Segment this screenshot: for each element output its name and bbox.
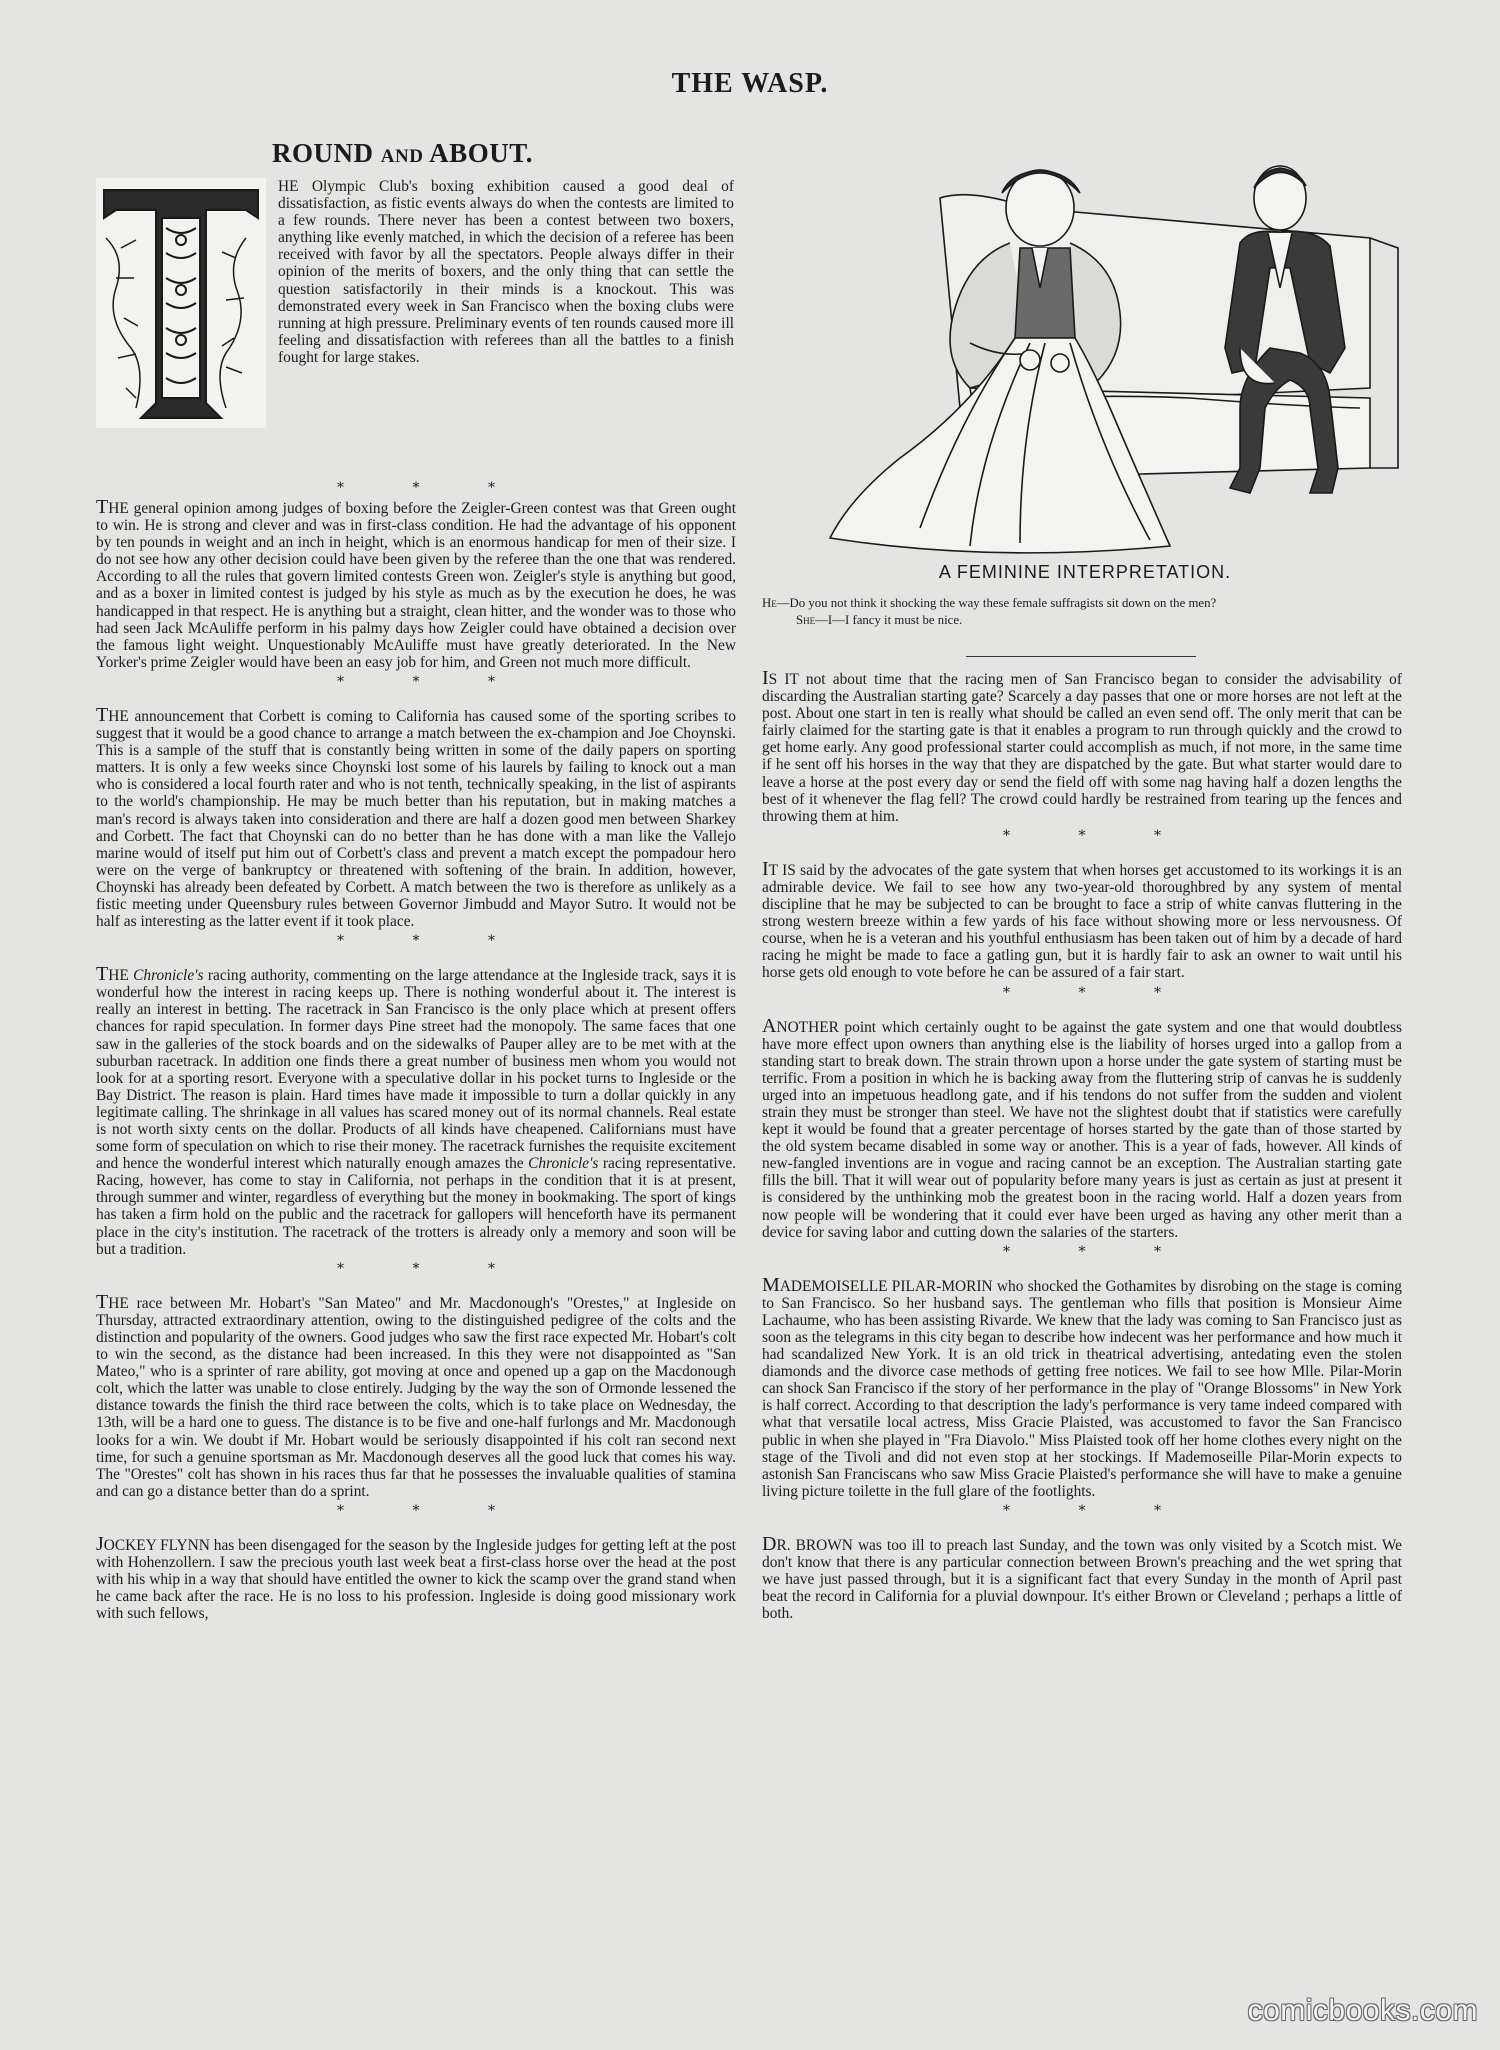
illustration-couple-on-bench <box>770 148 1400 558</box>
caption-rule <box>966 656 1196 657</box>
section-divider: * * * <box>1003 984 1193 1001</box>
masthead: THE WASP. <box>671 68 829 99</box>
dialogue-she: She—I—I fancy it must be nice. <box>796 613 963 627</box>
section-divider: * * * <box>1003 1243 1193 1260</box>
left-column <box>96 477 736 1622</box>
headline-post: ABOUT. <box>423 138 533 168</box>
section-divider: * * * <box>337 933 527 950</box>
section-divider: * * * <box>337 1502 527 1519</box>
section-divider: * * * <box>337 1260 527 1277</box>
right-column <box>762 667 1402 1623</box>
section-divider: * * * <box>337 480 527 496</box>
paragraph-dr-brown: DR. BROWN was too ill to preach last Sunday, and the town was only visited by a Scotch mist. We don't know that there is any particular connection between Brown's preaching and the wet spring that we have just passed through, but it is a significant fact that every Sunday in the month of April past beat the record in California for a pluvial downpour. It's either Brown or Cleveland ; perhaps a little of both. <box>762 1532 1402 1623</box>
illustration-dialogue <box>762 595 1402 629</box>
section-divider: * * * <box>1003 1502 1193 1519</box>
headline-pre: ROUND <box>272 138 381 168</box>
paragraph-another-point: ANOTHER point which certainly ought to be against the gate system and one that would doubtless have more effect upon owners than anything else is the liability of horses urged into a gallop from a standing start to break down. The strain thrown upon a horse under the gate system of starting must be terrific. From a position in which he is backing away from the fluttering strip of canvas he is suddenly urged into an impetuous headlong gate, and if his tendons do not suffer from the sudden and violent strain they must be stronger than steel. We have not the slightest doubt that if statistics were carefully kept it would be found that a greater percentage of horses started by the gate than of those started by the old system became disabled in some way or another. This is a year of fads, however. All kinds of new-fangled inventions are in vogue and racing cannot be an exception. The Australian starting gate fills the bill. That it will wear out of popularity before many years is just as certain as just at present it is considered by the unthinking mob the greatest boon in the racing world. Half a dozen years from now people will be wondering that it could ever have been urged as having any other merit than a device for saving labor and cutting down the salaries of the starters. <box>762 1014 1402 1241</box>
section-divider: * * * <box>337 673 527 690</box>
paragraph-chronicle-racing: THE Chronicle's racing authority, commenting on the large attendance at the Ingleside track, says it is wonderful how the interest in racing keeps up. There is nothing wonderful about it. The interest is really an interest in betting. The racetrack in San Francisco is the only place which at present offers chances for rapid speculation. In former days Pine street had the monopoly. The same faces that one saw in the galleries of the stock boards and on the sidewalks of Pauper alley are to be met with at the suburban racetrack. In addition one finds there a great number of business men whom you would not look for at a sporting resort. Everyone with a speculative dollar in his pocket turns to Ingleside or the Bay District. The reason is plain. Hard times have made it impossible to turn a dollar quickly in any legitimate calling. The shrinkage in all values has scared money out of its normal channels. Real estate is not worth sixty cents on the dollar. Products of all kinds have cheapened. Californians must have some form of speculation on which to rise their money. The racetrack furnishes the requisite excitement and hence the wonderful interest which naturally enough amazes the Chronicle's racing representative. Racing, however, has come to stay in California, not perhaps in the condition that it is at present, through summer and winter, regardless of everything but the money in bookmaking. The sport of kings has taken a firm hold on the public and the racetrack for gallopers will henceforth have its permanent place in the city's institution. The racetrack of the trotters is already only a memory and soon will be but a tradition. <box>96 963 736 1258</box>
section-divider: * * * <box>1003 827 1193 844</box>
headline-and: AND <box>380 146 424 167</box>
paragraph-pilar-morin: MADEMOISELLE PILAR-MORIN who shocked the Gothamites by disrobing on the stage is coming to San Francisco. So her husband says. The gentleman who fills that position is Monsieur Aime Lachaume, who has been assisting Rivarde. We knew that the lady was coming to San Francisco just as soon as the telegrams in this city began to describe how indecent was her performance and how much it had scandalized New York. It is an old trick in theatrical advertising, antedating even the stolen diamonds and the divorce case methods of getting free notices. We fail to see how Mlle. Pilar-Morin can shock San Francisco if the story of her performance in the play of "Orange Blossoms" in New York is half correct. According to that description the lady's performance is very tame indeed compared with what that versatile local actress, Miss Gracie Plaisted, was accustomed to favor the San Francisco public in when she played in "Fra Diavolo." Miss Plaisted took off her home clothes every night on the stage of the Tivoli and did not even stop at her stockings. If Mademoseille Pilar-Morin expects to astonish San Franciscans who saw Miss Gracie Plaisted's performance she will have to make a genuine living picture toilette in the full glare of the footlights. <box>762 1273 1402 1500</box>
site-watermark: comicbooks.com <box>1247 1994 1478 2027</box>
paragraph-jockey-flynn: JOCKEY FLYNN has been disengaged for the season by the Ingleside judges for getting left at the post with Hohenzollern. I saw the precious youth last week beat a first-class horse over the head at the post with his whip in a way that should have entitled the owner to kick the scamp over the grand stand when he came back after the race. He is no loss to his profession. Ingleside is doing good missionary work with such fellows, <box>96 1532 736 1623</box>
paragraph-hobart-race: THE race between Mr. Hobart's "San Mateo" and Mr. Macdonough's "Orestes," at Ingleside on Thursday, attracted extraordinary attention, owing to the distinguished pedigree of the colts and the distinction and popularity of the owners. Good judges who saw the first race expected Mr. Hobart's colt to win the second, as the distance had been increased. In this they were not disappointed as "San Mateo," who is a sprinter of rare ability, got moving at once and opened up a gap on the Macdonough colt, which the latter was unable to close entirely. Judging by the way the son of Ormonde lessened the distance towards the finish the third race between the colts, which is to take place on Wednesday, the 13th, will be a hard one to guess. The distance is to be five and one-half furlongs and Mr. Macdonough looks for a win. We doubt if Mr. Hobart would be seriously disappointed if his colt ran second next time, for such a genuine sportsman as Mr. Macdonough deserves all the good luck that comes his way. The "Orestes" colt has shown in his races thus far that he possesses the invaluable qualities of stamina and can go a distance better than do a sprint. <box>96 1290 736 1500</box>
paragraph-gate-advocates: IT IS said by the advocates of the gate system that when horses get accustomed to its workings it is an admirable device. We fail to see how any two-year-old thoroughbred by any system of mental discipline that he may be subjected to can be brought to face a strip of white canvas fluttering in the strong western breeze within a few yards of his face without showing more or less nervousness. Of course, when he is a veteran and his youthful enthusiasm has been taken out of him by a decade of hard racing he might be made to face a gatling gun, but it is hardly fair to ask an owner to wait until his horse gets old enough to vote before he can be assured of a fair start. <box>762 857 1402 982</box>
dialogue-he: He—Do you not think it shocking the way these female suffragists sit down on the men? <box>762 596 1217 610</box>
paragraph-zeigler-green: THE general opinion among judges of boxing before the Zeigler-Green contest was that Green ought to win. He is strong and clever and was in first-class condition. He had the advantage of his opponent by ten pounds in weight and an inch in height, which is an enormous handicap for men of their size. I do not see how any other decision could have been given by the referee than the one that was rendered. According to all the rules that govern limited contests Green won. Zeigler's style is anything but good, and as a boxer in limited contest is judged by his style as much as by the execution he does, he was handicapped in that respect. He is anything but a straight, clean hitter, and the wonder was to those who had seen Jack McAuliffe perform in his palmy days how Zeigler could have obtained a decision over the famous light weight. Unquestionably McAuliffe must have greatly deteriorated. In the New Yorker's prime Zeigler would have been an easy job for him, and Green not much more difficult. <box>96 496 736 671</box>
illustration-title: A FEMININE INTERPRETATION. <box>938 562 1232 582</box>
paragraph-olympic-club: HE Olympic Club's boxing exhibition caused a good deal of dissatisfaction, as fistic events always do when the contests are limited to a few rounds. There never has been a contest between two boxers, anything like evenly matched, in which the decision of a referee has been received with favor by all the spectators. People always differ in their opinion of the merits of boxers, and the only thing that can settle the question satisfactorily in their minds is a knockout. This was demonstrated every week in San Francisco when the boxing clubs were running at high pressure. Preliminary events of ten rounds caused more ill feeling and dissatisfaction with referees than all the battles to a finish fought for large stakes. <box>278 178 734 366</box>
paragraph-starting-gate: IS IT not about time that the racing men of San Francisco began to consider the advisability of discarding the Australian starting gate? Scarcely a day passes that one or more horses are not left at the post. About one start in ten is really what should be called an even send off. The only merit that can be fairly claimed for the starting gate is that it enables a program to run through quickly and the crowd to get home early. Any good professional starter could accomplish as much, if not more, in the same time if he sent off his horses in the way that they are dispatched by the gate. But what starter would dare to leave a horse at the post every day or send the field off with some nag having half a dozen lengths the best of it whenever the flag fell? The crowd could hardly be restrained from tearing up the fences and throwing them at him. <box>762 667 1402 825</box>
article-headline <box>272 138 533 169</box>
paragraph-corbett: THE announcement that Corbett is coming to California has caused some of the sporting scribes to suggest that it would be a good chance to arrange a match between the ex-champion and Joe Choynski. This is a sample of the stuff that is constantly being written in some of the daily papers on sporting matters. It is only a few weeks since Choynski lost some of his laurels by failing to knock out a man who is considered a local fourth rater and who is not tenth, technically speaking, in the list of aspirants to the world's championship. He may be much better than his reputation, but in making matches a man's record is always taken into consideration and there are half a dozen good men between Sharkey and Corbett. The fact that Choynski can do no better than he has done with a man like the Vallejo marine would of itself put him out of Corbett's class and prevent a match except the pompadour hero were on the verge of bankruptcy or threatened with softening of the brain. In addition, however, Choynski has already been defeated by Corbett. A match between the two is therefore as unlikely as a fistic meeting under Queensbury rules between Governor Jimbudd and Mayor Sutro. It would not be half as interesting as the latter event if it took place. <box>96 703 736 931</box>
dropcap-t-ornament <box>96 178 266 428</box>
